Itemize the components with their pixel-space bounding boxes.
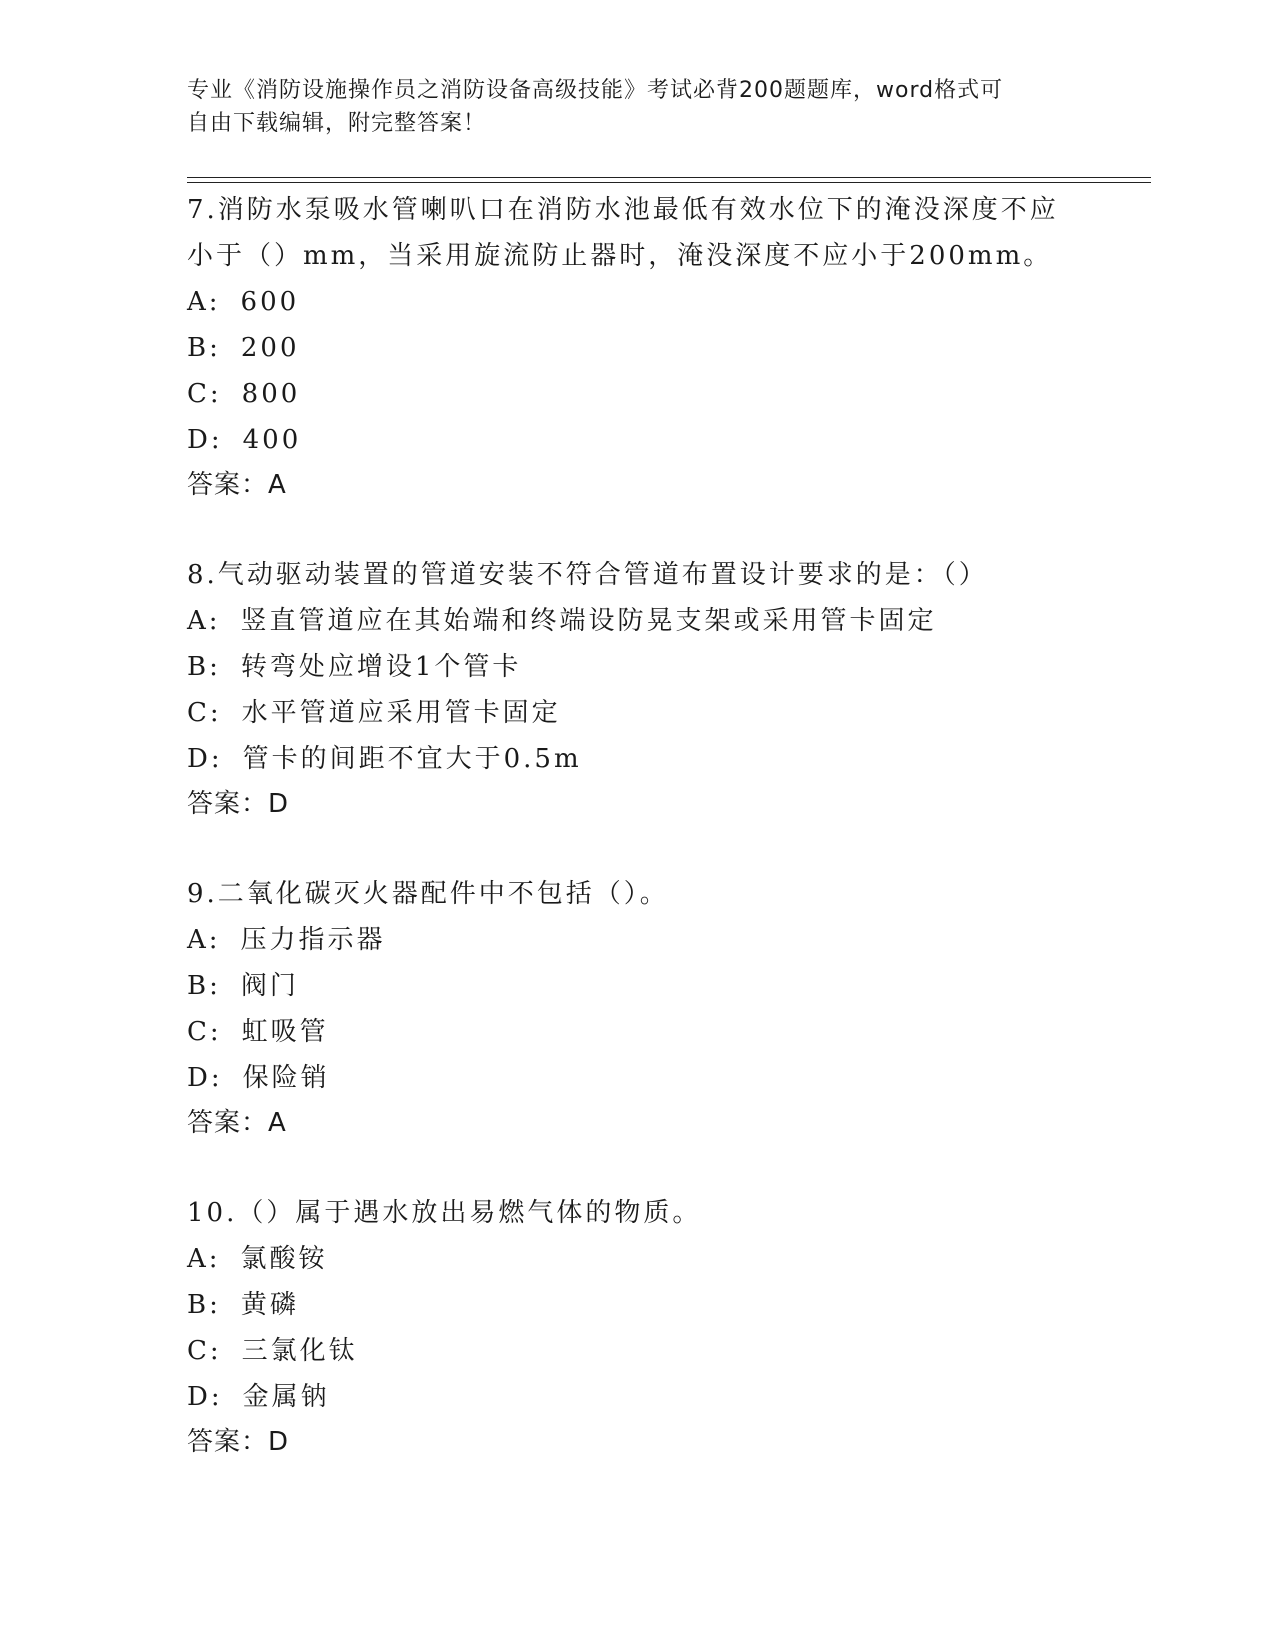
option-text: 三氯化钛 xyxy=(241,1336,358,1366)
option-letter: C: xyxy=(187,698,222,728)
question-7 xyxy=(187,187,1087,507)
option-text: 黄磷 xyxy=(240,1290,299,1320)
question-stem xyxy=(187,552,1087,598)
header-line-1: 专业《消防设施操作员之消防设备高级技能》考试必背200题题库，word格式可 xyxy=(187,78,1004,103)
option-text: 金属钠 xyxy=(242,1382,330,1412)
option-c xyxy=(187,690,1087,736)
option-letter: B: xyxy=(187,1290,221,1320)
option-d xyxy=(187,417,1087,463)
document-header xyxy=(187,74,1067,140)
option-text: 保险销 xyxy=(242,1063,330,1093)
option-letter: C: xyxy=(187,1336,222,1366)
option-c xyxy=(187,371,1087,417)
option-letter: C: xyxy=(187,1017,222,1047)
option-c xyxy=(187,1009,1087,1055)
question-stem xyxy=(187,1190,1087,1236)
option-text: 600 xyxy=(240,287,300,317)
option-letter: A: xyxy=(187,1244,221,1274)
option-a xyxy=(187,598,1087,644)
option-c xyxy=(187,1328,1087,1374)
option-a xyxy=(187,279,1087,325)
answer-line: 答案：A xyxy=(187,1108,287,1138)
option-letter: C: xyxy=(187,379,222,409)
option-letter: B: xyxy=(187,333,221,363)
option-text: 200 xyxy=(240,333,300,363)
option-text: 竖直管道应在其始端和终端设防晃支架或采用管卡固定 xyxy=(240,606,937,636)
option-text: 转弯处应增设1个管卡 xyxy=(240,652,522,682)
option-text: 800 xyxy=(241,379,301,409)
header-divider-top xyxy=(187,177,1151,178)
option-letter: D: xyxy=(187,744,223,774)
option-d xyxy=(187,1374,1087,1420)
answer-line: 答案：D xyxy=(187,789,290,819)
option-letter: A: xyxy=(187,287,221,317)
option-b xyxy=(187,1282,1087,1328)
option-letter: A: xyxy=(187,606,221,636)
option-a xyxy=(187,1236,1087,1282)
question-stem-line-1: 8.气动驱动装置的管道安装不符合管道布置设计要求的是：（） xyxy=(187,560,988,590)
option-b xyxy=(187,325,1087,371)
option-text: 虹吸管 xyxy=(241,1017,329,1047)
question-8 xyxy=(187,552,1087,826)
option-text: 水平管道应采用管卡固定 xyxy=(241,698,561,728)
question-stem-line-1: 7.消防水泵吸水管喇叭口在消防水池最低有效水位下的淹没深度不应 xyxy=(187,195,1059,225)
option-letter: D: xyxy=(187,425,223,455)
option-letter: D: xyxy=(187,1063,223,1093)
option-text: 400 xyxy=(242,425,302,455)
option-a xyxy=(187,917,1087,963)
question-stem-line-1: 9.二氧化碳灭火器配件中不包括（）。 xyxy=(187,879,669,909)
question-stem xyxy=(187,187,1087,279)
option-d xyxy=(187,1055,1087,1101)
option-text: 压力指示器 xyxy=(240,925,386,955)
option-text: 氯酸铵 xyxy=(240,1244,328,1274)
question-stem xyxy=(187,871,1087,917)
option-b xyxy=(187,644,1087,690)
answer-line: 答案：D xyxy=(187,1427,290,1457)
option-letter: B: xyxy=(187,971,221,1001)
option-letter: D: xyxy=(187,1382,223,1412)
answer-line: 答案：A xyxy=(187,470,287,500)
option-d xyxy=(187,736,1087,782)
question-stem-line-2: 小于（）mm，当采用旋流防止器时，淹没深度不应小于200mm。 xyxy=(187,241,1053,271)
option-text: 管卡的间距不宜大于0.5m xyxy=(242,744,582,774)
question-stem-line-1: 10.（）属于遇水放出易燃气体的物质。 xyxy=(187,1198,702,1228)
option-text: 阀门 xyxy=(240,971,299,1001)
question-10 xyxy=(187,1190,1087,1464)
option-letter: B: xyxy=(187,652,221,682)
option-letter: A: xyxy=(187,925,221,955)
header-divider-bottom xyxy=(187,182,1151,183)
option-b xyxy=(187,963,1087,1009)
header-line-2: 自由下载编辑，附完整答案！ xyxy=(187,111,487,136)
question-9 xyxy=(187,871,1087,1145)
